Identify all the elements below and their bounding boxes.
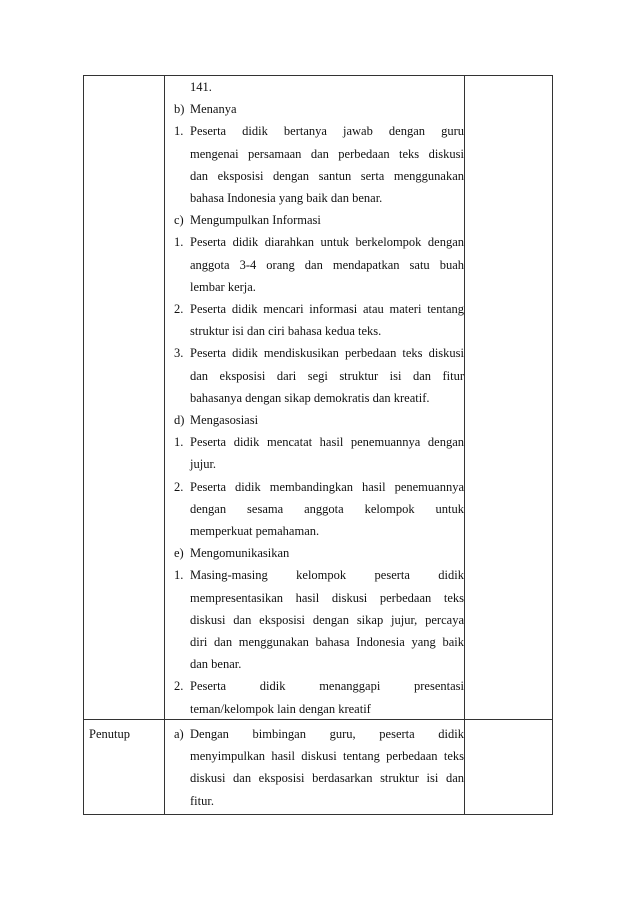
- list-text-line: Mengomunikasikan: [190, 546, 290, 561]
- list-text-line: mempresentasikan hasil diskusi perbedaan teks: [190, 590, 464, 605]
- list-marker: d): [174, 413, 185, 427]
- list-text-line: dengan sesama anggota kelompok untuk: [190, 501, 464, 516]
- row-divider: [84, 719, 552, 720]
- list-text-line: diskusi dan eksposisi dengan sikap jujur, percaya: [190, 612, 464, 627]
- list-text-line: Peserta didik mencatat hasil penemuannya dengan: [190, 435, 464, 450]
- list-text-line: bahasanya dengan sikap demokratis dan kreatif.: [190, 390, 430, 405]
- list-text-line: dan eksposisi dari segi struktur isi dan fitur: [190, 368, 464, 383]
- list-text-line: Mengasosiasi: [190, 413, 259, 427]
- list-marker: 1.: [174, 435, 184, 450]
- list-text-line: dan benar.: [190, 657, 242, 672]
- list-text-line: teman/kelompok lain dengan kreatif: [190, 701, 371, 716]
- column-divider-2: [464, 76, 465, 814]
- list-text-line: Peserta didik menanggapi presentasi: [190, 679, 464, 694]
- list-marker: b): [174, 102, 185, 117]
- section-label-penutup: Penutup: [89, 727, 130, 741]
- list-text-line: Peserta didik mencari informasi atau materi tentang: [190, 302, 464, 316]
- column-divider-1: [164, 76, 165, 814]
- list-text-line: 141.: [190, 80, 212, 94]
- list-text-line: anggota 3-4 orang dan mendapatkan satu buah: [190, 257, 464, 272]
- list-text-line: Peserta didik bertanya jawab dengan guru: [190, 124, 464, 139]
- list-text-line: lembar kerja.: [190, 279, 256, 294]
- list-text-line: Peserta didik diarahkan untuk berkelompok dengan: [190, 235, 464, 250]
- lesson-table: [83, 75, 553, 815]
- list-marker: 2.: [174, 302, 184, 316]
- list-marker: 2.: [174, 479, 184, 494]
- list-text-line: struktur isi dan ciri bahasa kedua teks.: [190, 324, 382, 339]
- list-marker: a): [174, 727, 184, 741]
- list-text-line: Mengumpulkan Informasi: [190, 213, 321, 228]
- list-text-line: fitur.: [190, 793, 214, 808]
- list-text-line: diri dan menggunakan bahasa Indonesia yang baik: [190, 635, 464, 649]
- list-text-line: Peserta didik mendiskusikan perbedaan teks diskusi: [190, 346, 464, 361]
- list-marker: 3.: [174, 346, 184, 361]
- list-text-line: Menanya: [190, 102, 237, 117]
- list-marker: e): [174, 546, 184, 561]
- list-text-line: Masing-masing kelompok peserta didik: [190, 568, 464, 583]
- list-text-line: memperkuat pemahaman.: [190, 524, 320, 538]
- list-text-line: Dengan bimbingan guru, peserta didik: [190, 727, 464, 741]
- list-text-line: menyimpulkan hasil diskusi tentang perbedaan teks: [190, 749, 464, 764]
- list-text-line: diskusi dan eksposisi berdasarkan struktur isi dan: [190, 771, 464, 786]
- list-marker: 2.: [174, 679, 184, 694]
- list-text-line: Peserta didik membandingkan hasil penemuannya: [190, 479, 464, 494]
- list-marker: 1.: [174, 568, 184, 583]
- list-text-line: jujur.: [190, 457, 217, 472]
- list-text-line: dan eksposisi dengan santun serta menggunakan: [190, 168, 464, 183]
- list-text-line: mengenai persamaan dan perbedaan teks diskusi: [190, 146, 464, 161]
- list-marker: c): [174, 213, 184, 228]
- list-marker: 1.: [174, 235, 184, 250]
- list-marker: 1.: [174, 124, 184, 139]
- list-text-line: bahasa Indonesia yang baik dan benar.: [190, 191, 383, 205]
